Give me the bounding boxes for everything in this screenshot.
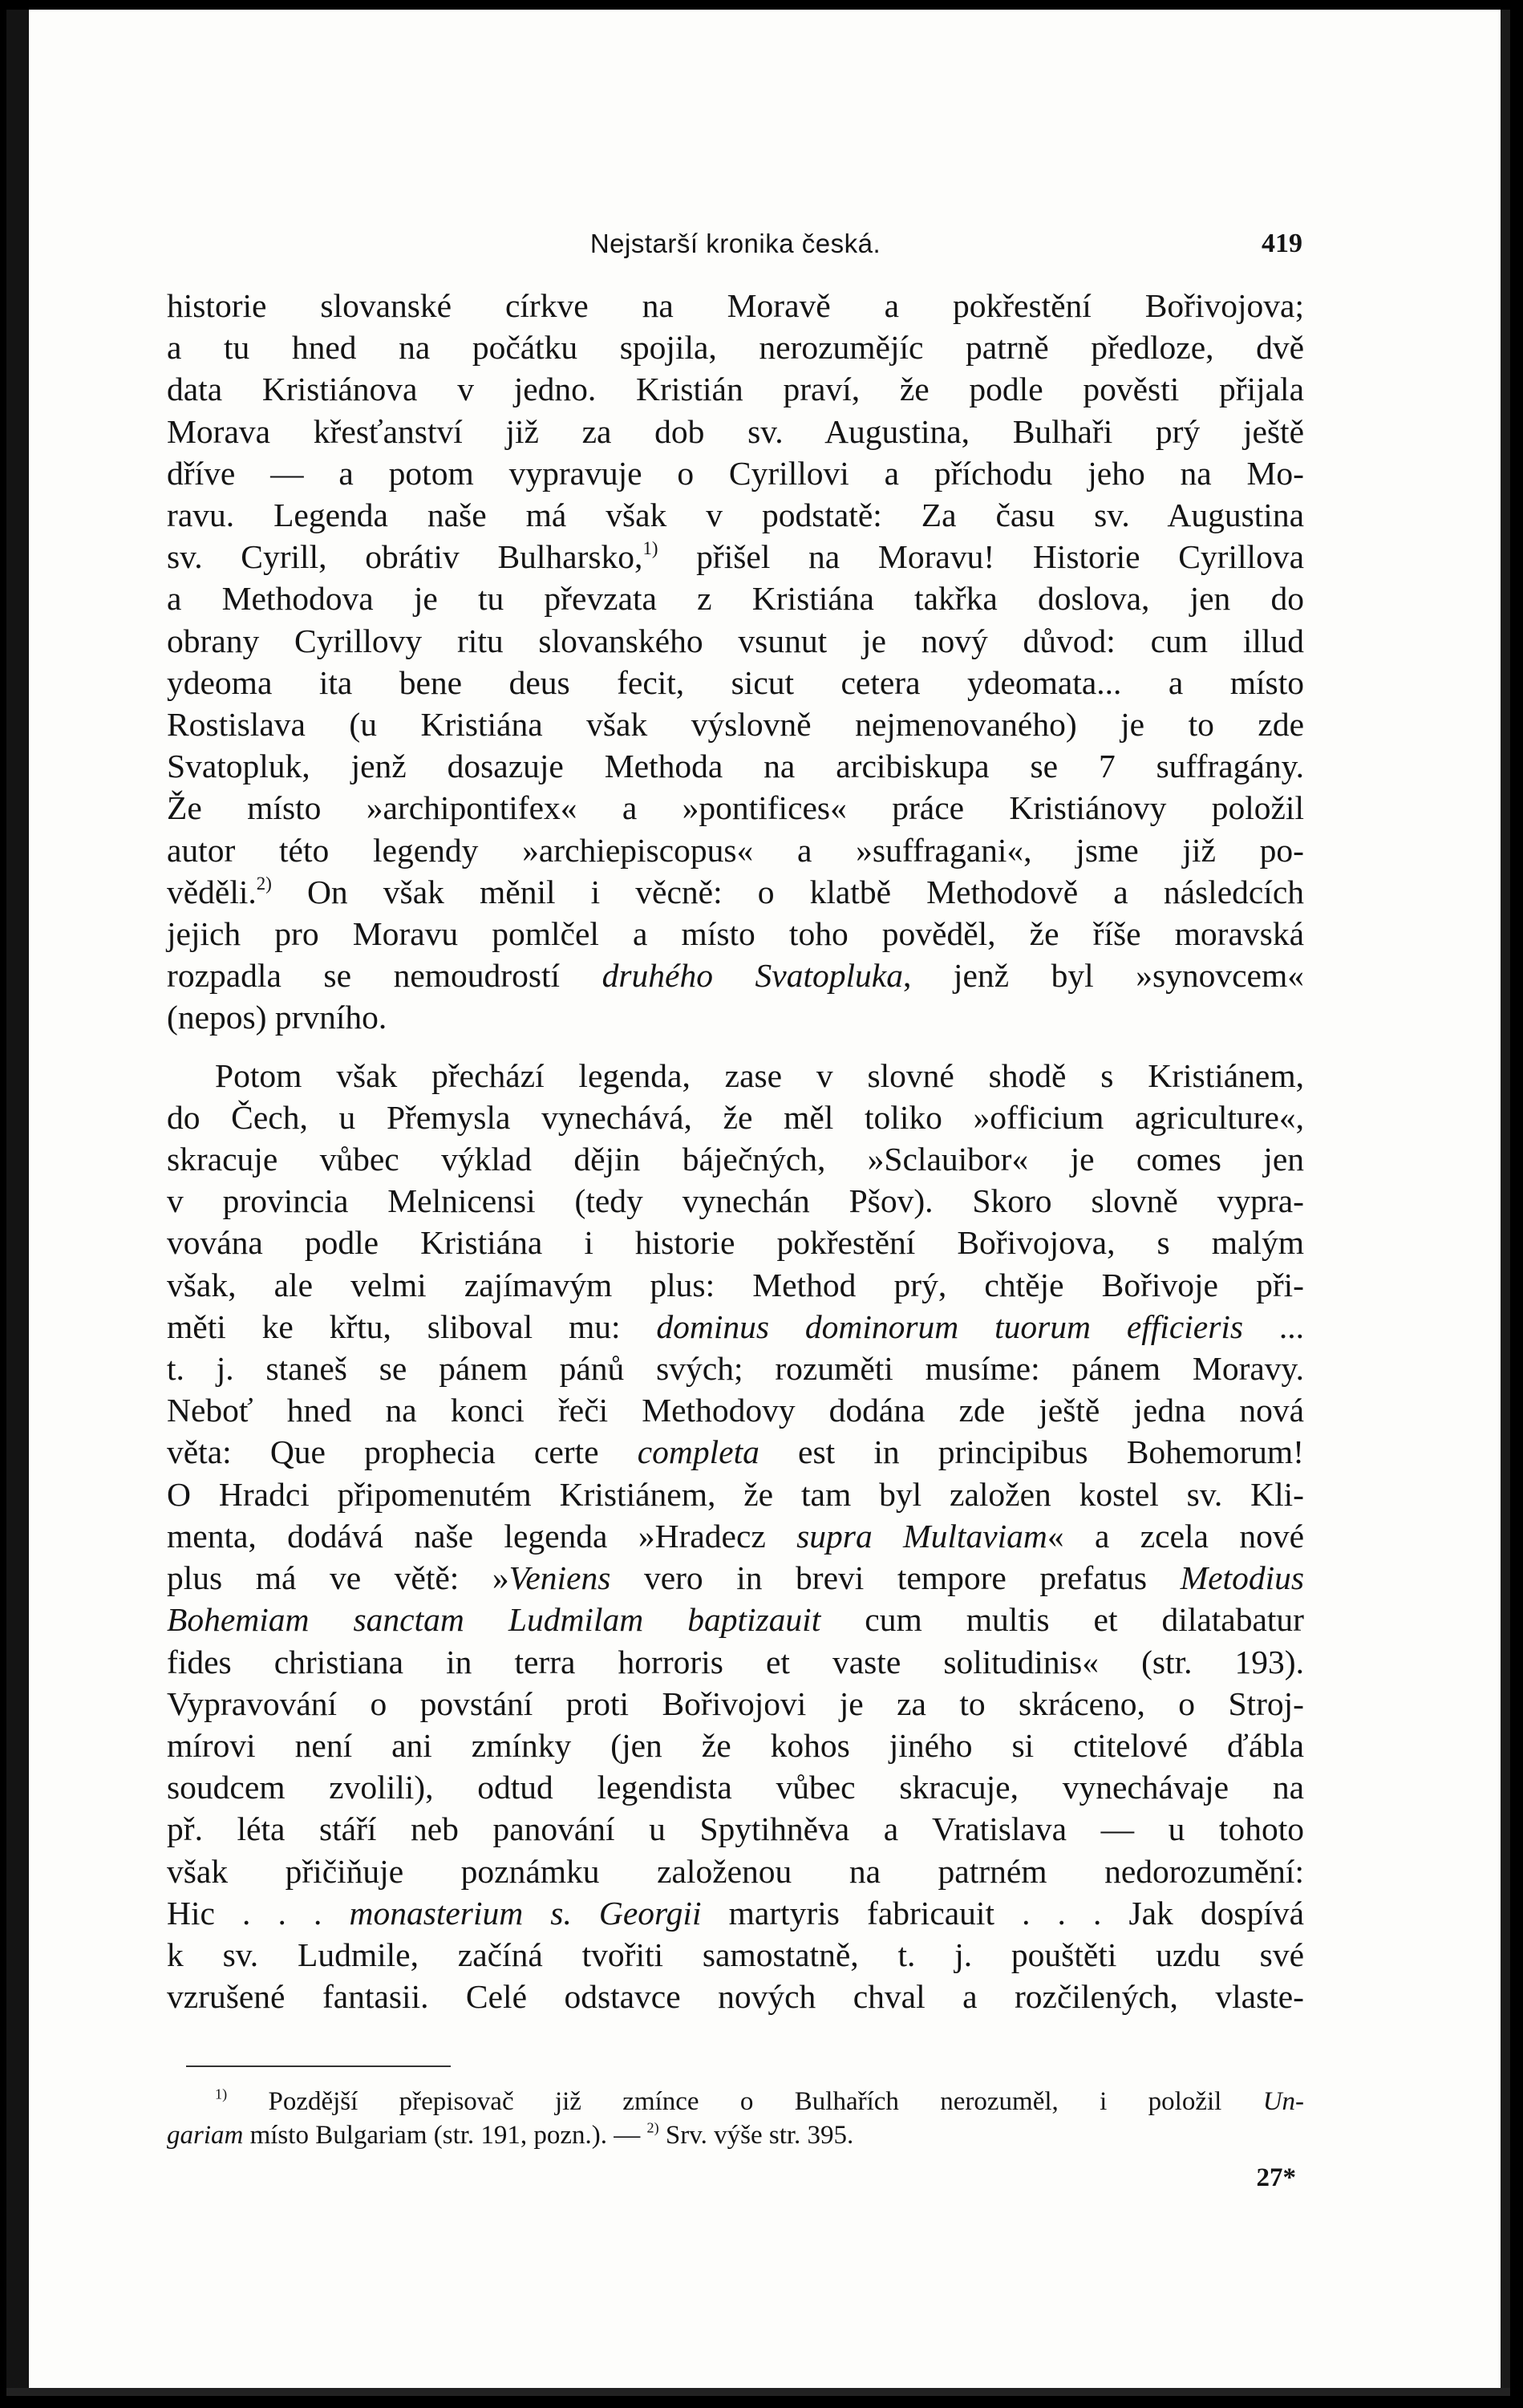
page-number: 419 bbox=[1262, 229, 1302, 258]
text-line bbox=[167, 1892, 1304, 1934]
italic-text: Veniens bbox=[508, 1559, 611, 1597]
text-line: v provincia Melnicensi (tedy vynechán Pšov). Skoro slovně vypra- bbox=[167, 1182, 1304, 1220]
text-line: skracuje vůbec výklad dějin báječných, »Sclauibor« je comes jen bbox=[167, 1141, 1304, 1178]
text-line: autor této legendy »archiepiscopus« a »suffragani«, jsme již po- bbox=[167, 831, 1304, 869]
text-line bbox=[167, 871, 1304, 913]
text-segment: On však měnil i věcně: o klatbě Methodově a následcích bbox=[306, 873, 1304, 910]
text-line: data Kristiánova v jedno. Kristián praví, že podle pověsti přijala bbox=[167, 371, 1304, 408]
italic-text: gariam bbox=[167, 2121, 244, 2151]
text-line: ravu. Legenda naše má však v podstatě: Za času sv. Augustina bbox=[167, 497, 1304, 534]
footnote-line bbox=[167, 2085, 1304, 2118]
italic-text: Metodius bbox=[1180, 1559, 1305, 1597]
text-line bbox=[167, 1557, 1304, 1599]
text-segment: plus má ve větě: » bbox=[167, 1559, 509, 1597]
text-segment: sv. Cyrill, obrátiv Bulharsko, bbox=[167, 538, 643, 576]
footnote-text: místo Bulgariam (str. 191, pozn.). — bbox=[249, 2121, 641, 2151]
text-segment: Hic . . . bbox=[167, 1894, 322, 1932]
signature-mark: 27* bbox=[1256, 2163, 1296, 2193]
text-line bbox=[167, 1431, 1304, 1473]
footnote-text: Pozdější přepisovač již zmínce o Bulhařích nerozuměl, i položil bbox=[268, 2087, 1222, 2117]
footnote-ref: 1) bbox=[642, 538, 658, 559]
footnote-text: Srv. výše str. 395. bbox=[665, 2121, 854, 2151]
text-segment: est in principibus Bohemorum! bbox=[798, 1433, 1304, 1471]
text-line: k sv. Ludmile, začíná tvořiti samostatně, t. j. pouštěti uzdu své bbox=[167, 1936, 1304, 1973]
text-segment: věta: Que prophecia certe bbox=[167, 1433, 599, 1471]
text-segment: měti ke křtu, sliboval mu: bbox=[167, 1307, 621, 1345]
footnotes bbox=[167, 2085, 1304, 2152]
text-line: Potom však přechází legenda, zase v slovné shodě s Kristiánem, bbox=[215, 1056, 1304, 1094]
scan-edge-bottom bbox=[6, 2388, 1510, 2396]
italic-text: Bohemiam sanctam Ludmilam baptizauit bbox=[167, 1601, 821, 1639]
text-line: vzrušené fantasii. Celé odstavce nových chval a rozčilených, vlaste- bbox=[167, 1978, 1304, 2016]
footnote-marker: 1) bbox=[215, 2086, 228, 2102]
text-line: Svatopluk, jenž dosazuje Methoda na arcibiskupa se 7 suffragány. bbox=[167, 748, 1304, 785]
footnote-line bbox=[167, 2118, 1304, 2152]
text-line: ydeoma ita bene deus fecit, sicut cetera ydeomata... a místo bbox=[167, 663, 1304, 701]
text-segment: vero in brevi tempore prefatus bbox=[643, 1559, 1148, 1597]
italic-text: Un- bbox=[1262, 2087, 1305, 2117]
text-line: Vypravování o povstání proti Bořivojovi je za to skráceno, o Stroj- bbox=[167, 1684, 1304, 1722]
text-line: a tu hned na počátku spojila, nerozumějíc patrně předloze, dvě bbox=[167, 329, 1304, 367]
text-line: (nepos) prvního. bbox=[167, 999, 387, 1036]
text-segment: přišel na Moravu! Historie Cyrillova bbox=[696, 538, 1304, 576]
text-line: jejich pro Moravu pomlčel a místo toho pověděl, že říše moravská bbox=[167, 915, 1304, 953]
text-line: mírovi není ani zmínky (jen že kohos jiného si ctitelové ďábla bbox=[167, 1726, 1304, 1764]
text-line: Morava křesťanství již za dob sv. Augustina, Bulhaři prý ještě bbox=[167, 412, 1304, 450]
italic-text: dominus dominorum tuorum efficieris bbox=[656, 1307, 1244, 1345]
text-line: dříve — a potom vypravuje o Cyrillovi a příchodu jeho na Mo- bbox=[167, 454, 1304, 492]
text-line bbox=[167, 1306, 1304, 1348]
scan-edge-right bbox=[1501, 10, 1510, 2396]
text-line bbox=[167, 955, 1304, 996]
text-segment: věděli. bbox=[167, 873, 257, 910]
text-line: však přičiňuje poznámku založenou na patrném nedorozumění: bbox=[167, 1852, 1304, 1890]
footnote-marker: 2) bbox=[646, 2119, 659, 2136]
text-segment: ... bbox=[1278, 1307, 1305, 1345]
text-line: Že místo »archipontifex« a »pontifices« práce Kristiánovy položil bbox=[167, 789, 1304, 827]
italic-text: druhého Svatopluka bbox=[602, 957, 903, 995]
text-segment: menta, dodává naše legenda »Hradecz bbox=[167, 1517, 766, 1555]
text-line: Rostislava (u Kristiána však výslovně nejmenovaného) je to zde bbox=[167, 706, 1304, 744]
text-line: do Čech, u Přemysla vynechává, že měl toliko »officium agriculture«, bbox=[167, 1098, 1304, 1136]
text-segment: , jenž byl »synovcem« bbox=[902, 957, 1304, 995]
scan-edge-left bbox=[6, 10, 29, 2396]
text-line: vována podle Kristiána i historie pokřestění Bořivojova, s malým bbox=[167, 1224, 1304, 1262]
text-segment: « a zcela nové bbox=[1047, 1517, 1304, 1555]
footnote-ref: 2) bbox=[256, 873, 272, 894]
text-segment: rozpadla se nemoudrostí bbox=[167, 957, 561, 995]
text-line: O Hradci připomenutém Kristiánem, že tam byl založen kostel sv. Kli- bbox=[167, 1475, 1304, 1513]
text-line: soudcem zvolili), odtud legendista vůbec skracuje, vynechávaje na bbox=[167, 1769, 1304, 1806]
text-line: př. léta stáří neb panování u Spytihněva a Vratislava — u tohoto bbox=[167, 1810, 1304, 1848]
italic-text: completa bbox=[637, 1433, 759, 1471]
header-title: Nejstarší kronika česká. bbox=[589, 229, 881, 258]
page-text bbox=[167, 229, 1304, 2193]
body-text bbox=[167, 285, 1304, 2017]
paragraph-gap bbox=[167, 1039, 1304, 1055]
text-line: však, ale velmi zajímavým plus: Method prý, chtěje Bořivoje při- bbox=[167, 1266, 1304, 1303]
text-line: t. j. staneš se pánem pánů svých; rozuměti musíme: pánem Moravy. bbox=[167, 1350, 1304, 1388]
text-segment: martyris fabricauit . . . Jak dospívá bbox=[728, 1894, 1305, 1932]
text-line bbox=[167, 536, 1304, 578]
text-line bbox=[167, 1515, 1304, 1557]
text-line: Neboť hned na konci řeči Methodovy dodána zde ještě jedna nová bbox=[167, 1392, 1304, 1429]
italic-text: supra Multaviam bbox=[796, 1517, 1047, 1555]
text-line: a Methodova je tu převzata z Kristiána takřka doslova, jen do bbox=[167, 580, 1304, 618]
running-header bbox=[167, 229, 1304, 285]
text-segment: cum multis et dilatabatur bbox=[865, 1601, 1304, 1639]
text-line: historie slovanské církve na Moravě a pokřestění Bořivojova; bbox=[167, 287, 1304, 324]
text-line: obrany Cyrillovy ritu slovanského vsunut je nový důvod: cum illud bbox=[167, 622, 1304, 659]
text-line bbox=[167, 1599, 1304, 1640]
italic-text: monasterium s. Georgii bbox=[349, 1894, 702, 1932]
text-line: fides christiana in terra horroris et vaste solitudinis« (str. 193). bbox=[167, 1643, 1304, 1680]
footnote-divider bbox=[186, 2065, 451, 2067]
